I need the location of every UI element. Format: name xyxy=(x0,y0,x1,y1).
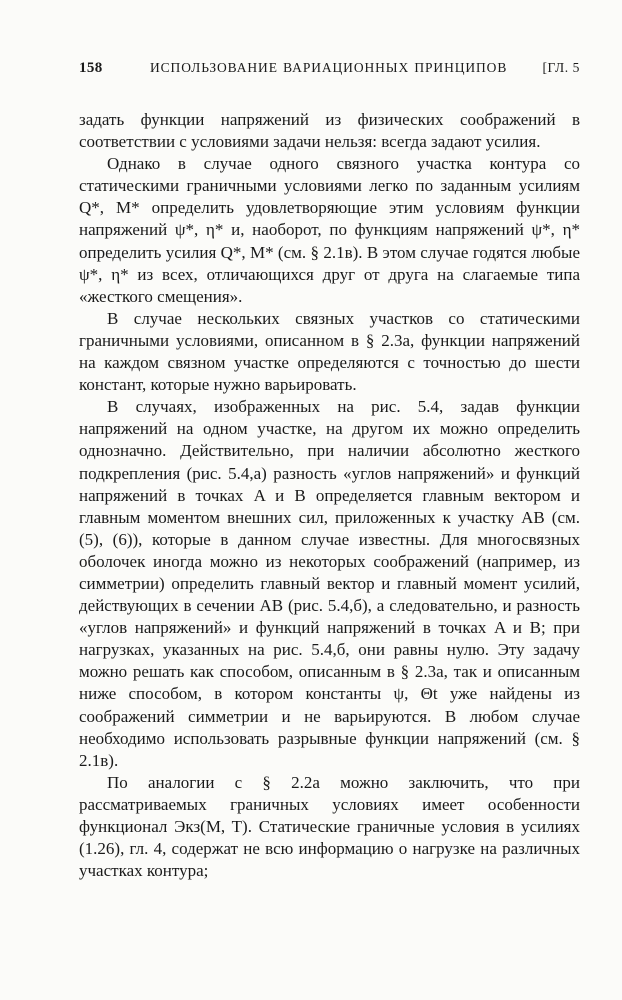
paragraph-4: В случаях, изображенных на рис. 5.4, задав функции напряжений на одном участке, на другом их можно определить однозначно. Действительно, при наличии абсолютно жесткого подкрепления (рис. 5.4,а) разность «углов напряжений» и функций напряжений в точках A и B определяется главным вектором и главным моментом внешних сил, приложенных к участку AB (см. (5), (6)), которые в данном случае известны. Для многосвязных оболочек иногда можно из некоторых соображений (например, из симметрии) определить главный вектор и главный момент усилий, действующих в сечении AB (рис. 5.4,б), а следовательно, и разность «углов напряжений» и функций напряжений в точках A и B; при нагрузках, указанных на рис. 5.4,б, они равны нулю. Эту задачу можно решать как способом, описанным в § 2.3а, так и описанным ниже способом, в котором константы ψ, Θt уже найдены из соображений симметрии и не варьируются. В любом случае необходимо использовать разрывные функции напряжений (см. § 2.1в). xyxy=(79,397,580,770)
paragraph-5: По аналогии с § 2.2а можно заключить, что при рассматриваемых граничных условиях имеет особенности функционал Экз(M, T). Статические граничные условия в усилиях (1.26), гл. 4, содержат не всю информацию о нагрузке на различных участках контура; xyxy=(79,772,580,881)
paragraph-1: задать функции напряжений из физических соображений в соответствии с условиями задачи нельзя: всегда задают усилия. xyxy=(79,110,580,152)
page-number: 158 xyxy=(79,60,103,76)
body-text xyxy=(79,109,580,882)
chapter-reference: [ГЛ. 5 xyxy=(542,60,580,75)
paragraph-3: В случае нескольких связных участков со статическими граничными условиями, описанном в § 2.3а, функции напряжений на каждом связном участке определяются с точностью до шести констант, которые нужно варьировать. xyxy=(79,308,580,395)
running-head xyxy=(79,60,580,84)
paragraph-2: Однако в случае одного связного участка контура со статическими граничными условиями легко по заданным усилиям Q*, M* определить удовлетворяющие этим условиям функции напряжений ψ*, η* и, наоборот, по функциям напряжений ψ*, η* определить усилия Q*, M* (см. § 2.1в). В этом случае годятся любые ψ*, η* из всех, отличающихся друг от друга на слагаемые типа «жесткого смещения». xyxy=(79,154,580,306)
running-title: ИСПОЛЬЗОВАНИЕ ВАРИАЦИОННЫХ ПРИНЦИПОВ xyxy=(150,60,508,75)
